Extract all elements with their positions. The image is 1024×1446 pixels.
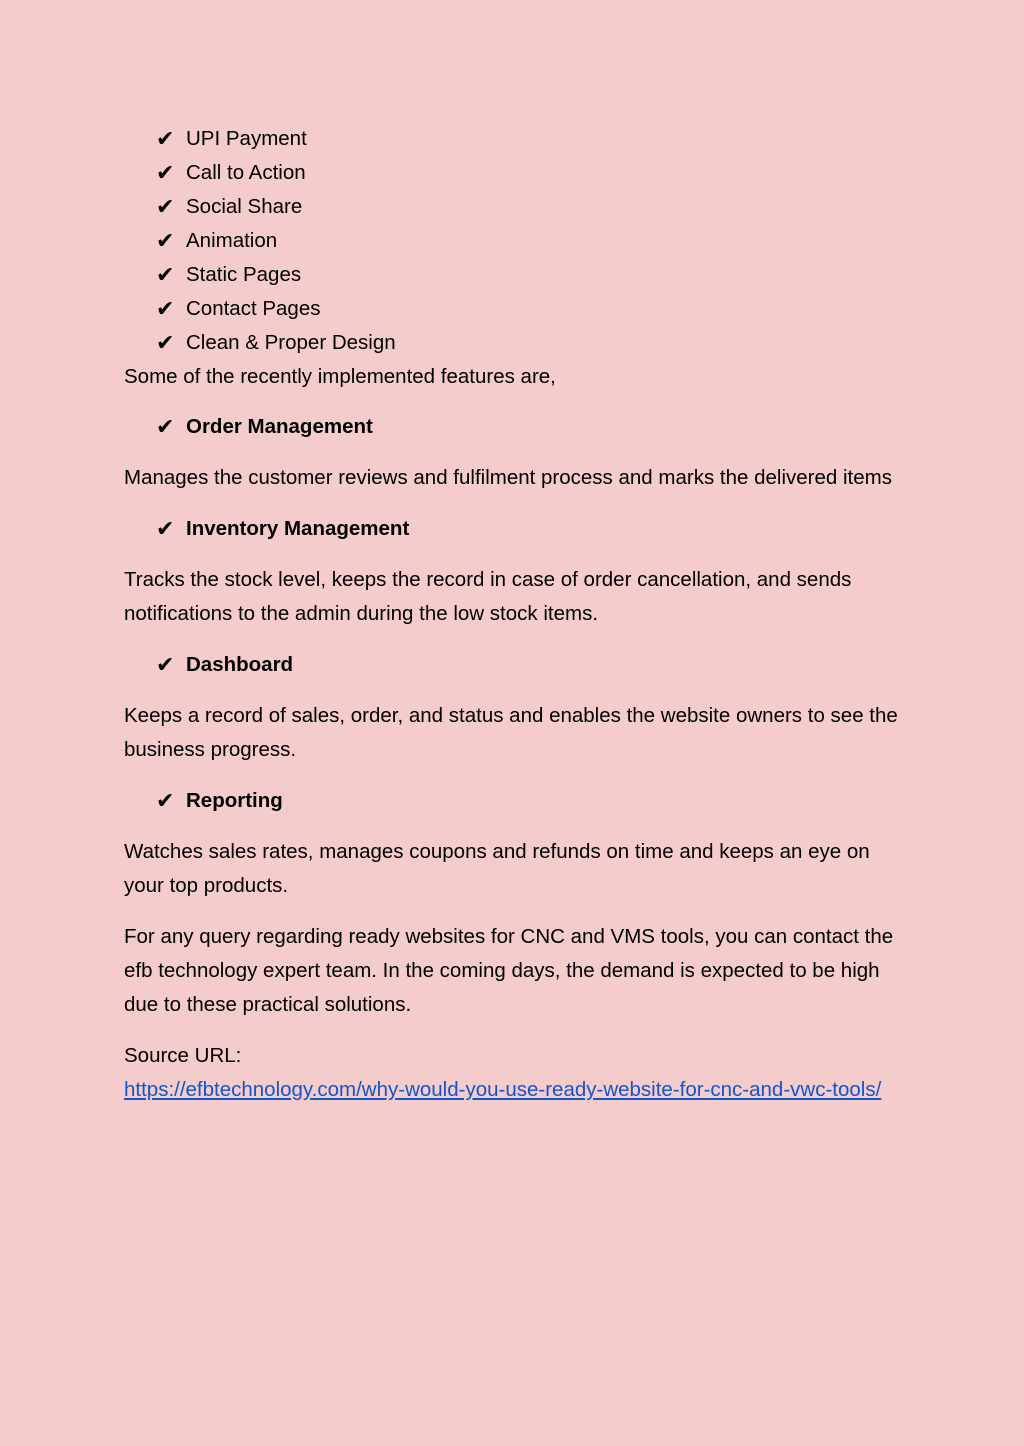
checklist-item [124, 190, 904, 224]
check-icon: ✔ [156, 652, 175, 677]
check-icon: ✔ [156, 228, 175, 253]
checklist-item-label: Contact Pages [186, 297, 321, 320]
check-icon: ✔ [156, 126, 175, 151]
feature-description: Keeps a record of sales, order, and status and enables the website owners to see the business progress. [124, 704, 898, 761]
checklist-item-label: UPI Payment [186, 127, 307, 150]
source-label: Source URL: [124, 1044, 242, 1067]
check-icon: ✔ [156, 516, 175, 541]
closing-paragraph: For any query regarding ready websites for CNC and VMS tools, you can contact the efb technology expert team. In the coming days, the demand is expected to be high due to these practical solutions. [124, 925, 894, 1016]
intro-text: Some of the recently implemented features are, [124, 365, 556, 388]
checklist-item [124, 292, 904, 326]
feature-title: Dashboard [186, 653, 294, 676]
source-url-link[interactable]: https://efbtechnology.com/why-would-you-use-ready-website-for-cnc-and-vwc-tools/ [124, 1078, 882, 1101]
checklist-item-label: Clean & Proper Design [186, 331, 396, 354]
feature-heading-reporting [124, 784, 904, 818]
feature-description: Watches sales rates, manages coupons and refunds on time and keeps an eye on your top products. [124, 840, 870, 897]
feature-heading-dashboard [124, 648, 904, 682]
checklist-item [124, 122, 904, 156]
checklist-item-label: Call to Action [186, 161, 306, 184]
feature-checklist [124, 122, 904, 360]
feature-description: Tracks the stock level, keeps the record in case of order cancellation, and sends notifications to the admin during the low stock items. [124, 568, 852, 625]
feature-title: Reporting [186, 789, 283, 812]
checklist-item [124, 258, 904, 292]
checklist-item-label: Social Share [186, 195, 303, 218]
document-page [124, 122, 904, 1107]
check-icon: ✔ [156, 414, 175, 439]
checklist-item [124, 224, 904, 258]
checklist-item [124, 326, 904, 360]
check-icon: ✔ [156, 160, 175, 185]
feature-title: Inventory Management [186, 517, 410, 540]
check-icon: ✔ [156, 296, 175, 321]
feature-heading-inventory-management [124, 512, 904, 546]
feature-heading-order-management [124, 410, 904, 444]
check-icon: ✔ [156, 262, 175, 287]
checklist-item [124, 156, 904, 190]
checklist-item-label: Animation [186, 229, 278, 252]
checklist-item-label: Static Pages [186, 263, 302, 286]
check-icon: ✔ [156, 788, 175, 813]
feature-title: Order Management [186, 415, 373, 438]
check-icon: ✔ [156, 194, 175, 219]
feature-description: Manages the customer reviews and fulfilment process and marks the delivered items [124, 466, 892, 489]
check-icon: ✔ [156, 330, 175, 355]
